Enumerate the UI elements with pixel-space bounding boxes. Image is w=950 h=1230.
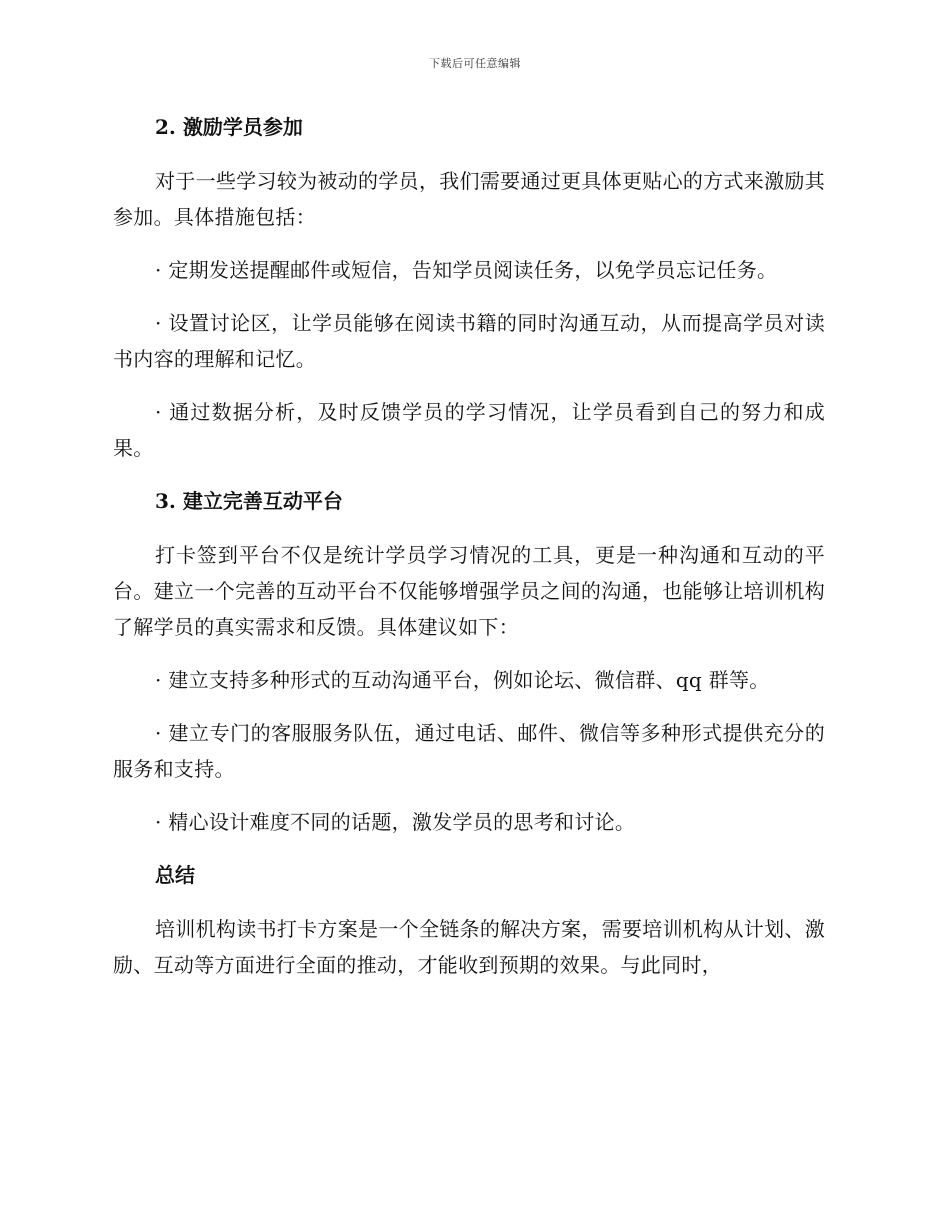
bullet-item: · 精心设计难度不同的话题，激发学员的思考和讨论。 bbox=[155, 810, 636, 834]
paragraph: 培训机构读书打卡方案是一个全链条的解决方案，需要培训机构从计划、激励、互动等方面进行全面的推动，才能收到预期的效果。与此同时， bbox=[113, 917, 825, 977]
bullet-item: · 建立专门的客服服务队伍，通过电话、邮件、微信等多种形式提供充分的服务和支持。 bbox=[113, 721, 825, 781]
section-heading-platform: 3. 建立完善互动平台 bbox=[155, 489, 343, 513]
paragraph: 打卡签到平台不仅是统计学员学习情况的工具，更是一种沟通和互动的平台。建立一个完善的互动平台不仅能够增强学员之间的沟通，也能够让培训机构了解学员的真实需求和反馈。具体建议如下： bbox=[113, 543, 825, 639]
bullet-item: · 建立支持多种形式的互动沟通平台，例如论坛、微信群、qq 群等。 bbox=[155, 668, 770, 692]
section-heading-summary: 总结 bbox=[155, 863, 195, 887]
bullet-item: · 设置讨论区，让学员能够在阅读书籍的同时沟通互动，从而提高学员对读书内容的理解和记忆。 bbox=[113, 311, 825, 371]
document-body bbox=[113, 109, 825, 983]
paragraph: 对于一些学习较为被动的学员，我们需要通过更具体更贴心的方式来激励其参加。具体措施包括： bbox=[113, 169, 825, 229]
section-heading-incentive: 2. 激励学员参加 bbox=[155, 115, 303, 139]
bullet-item: · 通过数据分析，及时反馈学员的学习情况，让学员看到自己的努力和成果。 bbox=[113, 400, 825, 460]
bullet-item: · 定期发送提醒邮件或短信，告知学员阅读任务，以免学员忘记任务。 bbox=[155, 258, 778, 282]
header-note: 下载后可任意编辑 bbox=[429, 57, 521, 70]
